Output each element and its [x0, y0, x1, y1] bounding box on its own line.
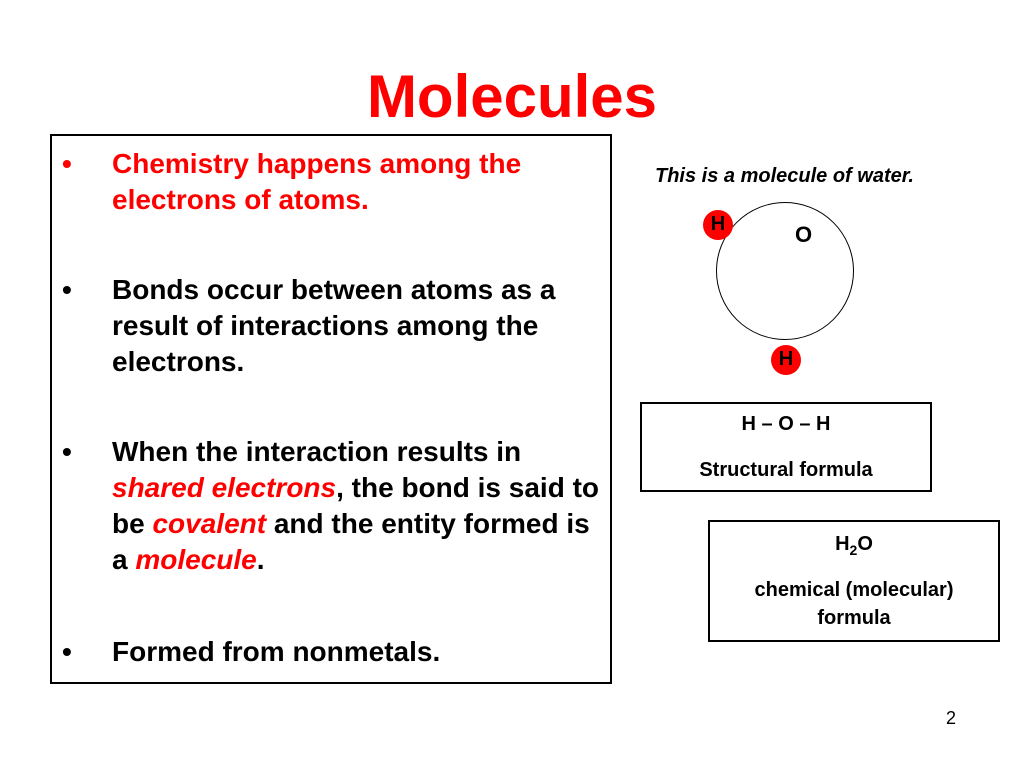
bullet-list-box	[50, 134, 612, 684]
bullet-text-3	[112, 434, 612, 578]
bullet-text-3-part-4: .	[256, 544, 265, 575]
emphasis-covalent: covalent	[152, 508, 267, 539]
chemical-formula-box	[708, 520, 1000, 642]
structural-formula-box	[640, 402, 932, 492]
hydrogen-atom-top: H	[703, 210, 733, 240]
oxygen-label: O	[795, 222, 813, 247]
diagram-caption: This is a molecule of water.	[655, 165, 914, 187]
structural-formula: H – O – H	[741, 413, 831, 435]
chemical-formula	[710, 532, 998, 556]
bullet-text-4: Formed from nonmetals.	[112, 636, 441, 667]
bullet-marker: •	[62, 436, 72, 467]
chemical-formula-label-1: chemical (molecular)	[754, 579, 954, 601]
page-number: 2	[946, 708, 957, 728]
bullet-text-3-part-2: , the bond is said to be	[112, 472, 600, 539]
oxygen-atom-circle	[716, 202, 854, 340]
structural-formula-label: Structural formula	[699, 459, 873, 481]
chemical-formula-subscript: 2	[849, 542, 858, 558]
emphasis-shared-electrons: shared electrons	[112, 472, 337, 503]
bullet-text-1: Chemistry happens among the electrons of atoms.	[112, 148, 522, 215]
bullet-marker: •	[62, 274, 72, 305]
emphasis-molecule: molecule	[135, 544, 257, 575]
slide-title: Molecules	[366, 63, 658, 130]
chemical-formula-label-2: formula	[817, 607, 891, 629]
chemical-formula-o: O	[857, 533, 873, 555]
bullet-text-2: Bonds occur between atoms as a result of interactions among the electrons.	[112, 274, 556, 377]
hydrogen-atom-bottom: H	[771, 345, 801, 375]
chemical-formula-h: H	[835, 533, 850, 555]
bullet-text-3-part-1: When the interaction results in	[112, 436, 522, 467]
bullet-marker: •	[62, 636, 72, 667]
bullet-text-3-part-3: and the entity formed is a	[112, 508, 590, 575]
bullet-marker: •	[62, 148, 72, 179]
